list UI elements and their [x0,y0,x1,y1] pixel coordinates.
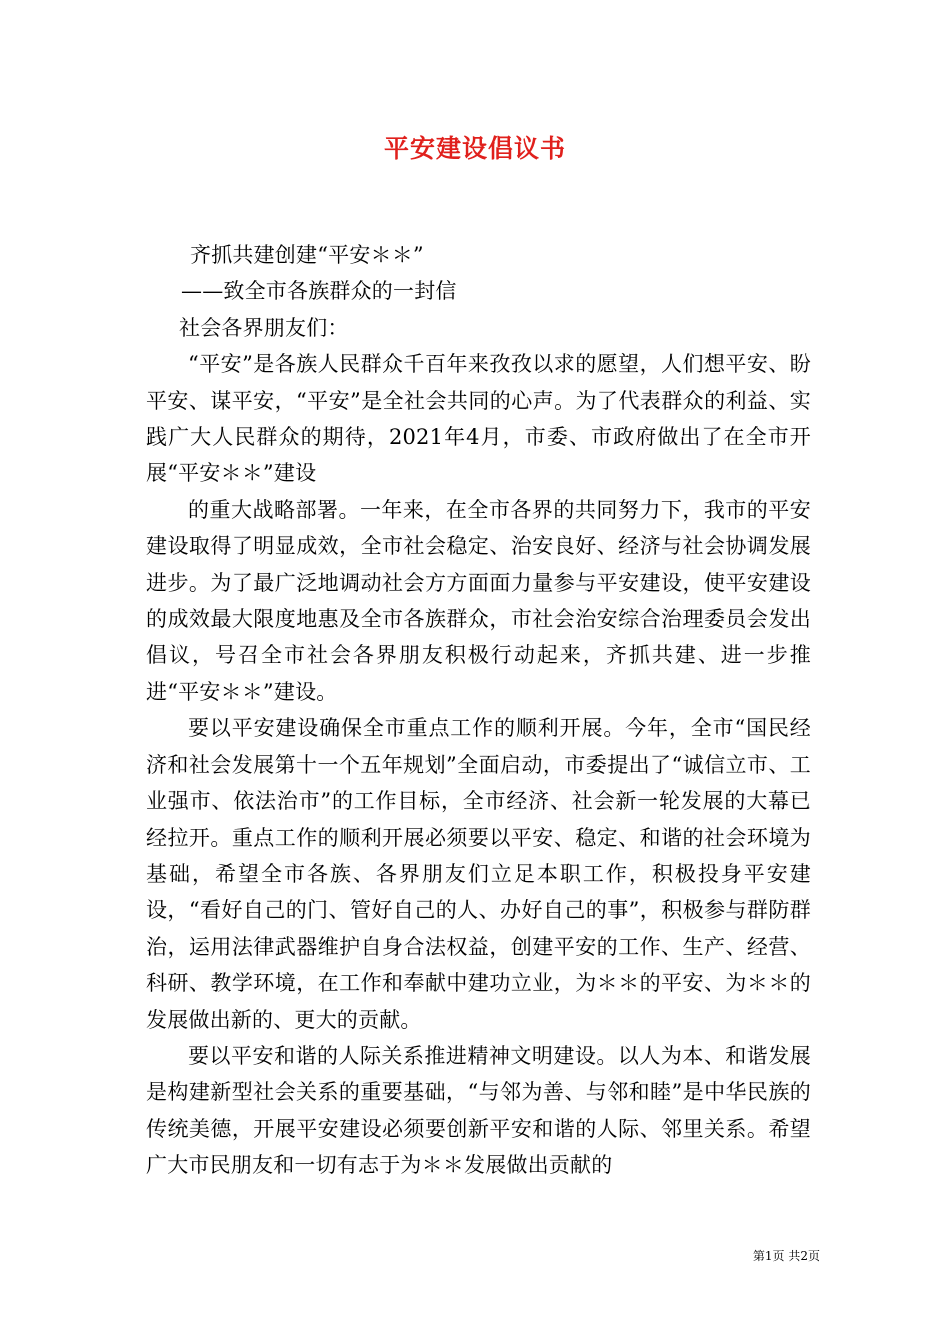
paragraph: 要以平安和谐的人际关系推进精神文明建设。以人为本、和谐发展是构建新型社会关系的重要基础，“与邻为善、与邻和睦”是中华民族的传统美德，开展平安建设必须要创新平安和谐的人际、邻里关系。希望广大市民朋友和一切有志于为＊＊发展做出贡献的 [146,1043,811,1178]
sub-subtitle: ——致全市各族群众的一封信 [181,279,457,304]
document-body [146,237,811,1184]
salutation: 社会各界朋友们： [179,315,349,340]
paragraph: “平安”是各族人民群众千百年来孜孜以求的愿望，人们想平安、盼平安、谋平安，“平安”是全社会共同的心声。为了代表群众的利益、实践广大人民群众的期待，2021年4月，市委、市政府做出了在全市开展“平安＊＊”建设 [146,352,811,486]
page-footer: 第1页 共2页 [752,1249,820,1263]
subtitle: 齐抓共建创建“平安＊＊” [190,243,424,267]
document-title: 平安建设倡议书 [383,134,566,163]
paragraph: 要以平安建设确保全市重点工作的顺利开展。今年，全市“国民经济和社会发展第十一个五年规划”全面启动，市委提出了“诚信立市、工业强市、依法治市”的工作目标，全市经济、社会新一轮发展的大幕已经拉开。重点工作的顺利开展必须要以平安、稳定、和谐的社会环境为基础，希望全市各族、各界朋友们立足本职工作，积极投身平安建设，“看好自己的门、管好自己的人、办好自己的事”，积极参与群防群治，运用法律武器维护自身合法权益，创建平安的工作、生产、经营、科研、教学环境，在工作和奉献中建功立业，为＊＊的平安、为＊＊的发展做出新的、更大的贡献。 [146,716,811,1032]
paragraph: 的重大战略部署。一年来，在全市各界的共同努力下，我市的平安建设取得了明显成效，全市社会稳定、治安良好、经济与社会协调发展进步。为了最广泛地调动社会方方面面力量参与平安建设，使平安建设的成效最大限度地惠及全市各族群众，市社会治安综合治理委员会发出倡议，号召全市社会各界朋友积极行动起来，齐抓共建、进一步推进“平安＊＊”建设。 [146,497,811,704]
